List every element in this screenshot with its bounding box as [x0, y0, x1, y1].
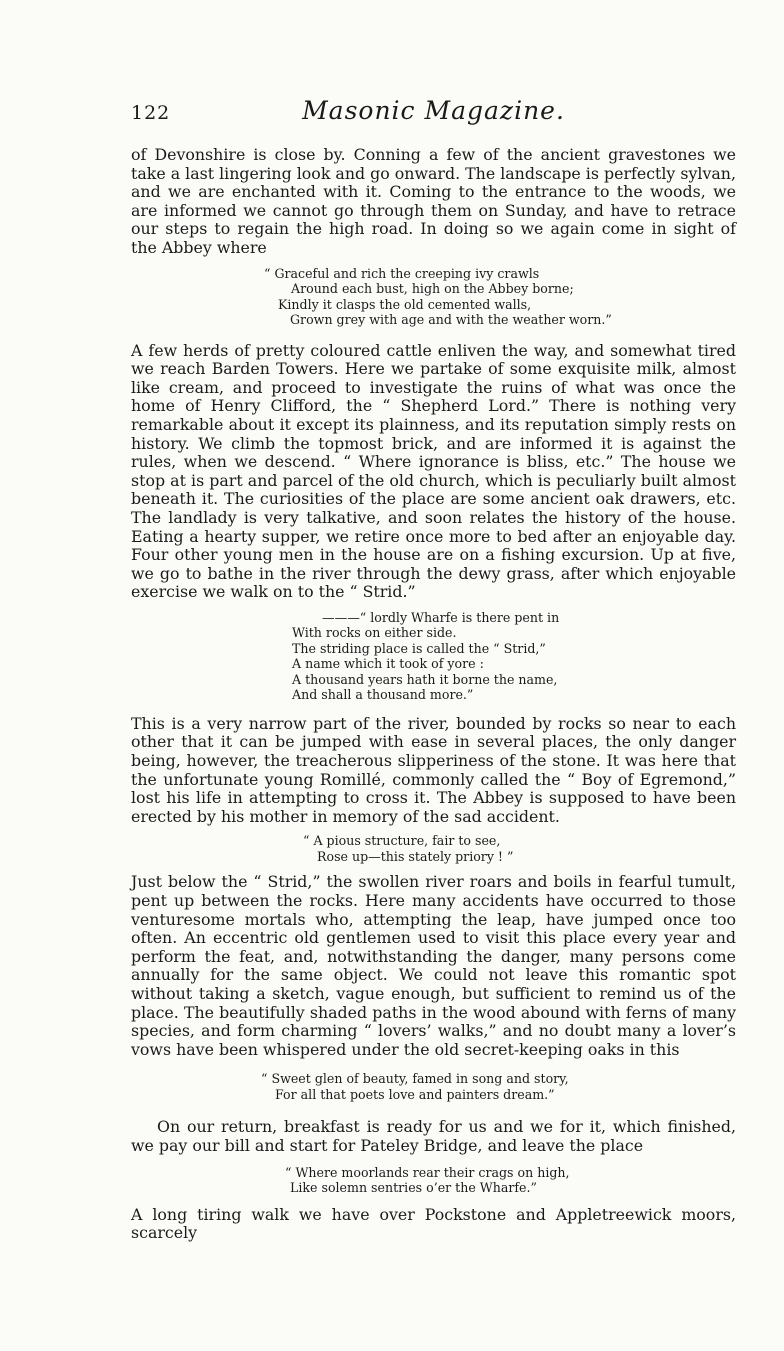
article-body	[131, 146, 736, 1243]
verse-line: “ Graceful and rich the creeping ivy crawls	[264, 265, 540, 281]
running-head-title: Masonic Magazine.	[302, 96, 565, 125]
verse-quote	[131, 602, 736, 715]
verse-line: A name which it took of yore :	[292, 656, 484, 672]
verse-line: “ Where moorlands rear their crags on high,	[285, 1164, 570, 1180]
verse-quote	[131, 1156, 736, 1206]
verse-line: “ Sweet glen of beauty, famed in song and story,	[261, 1071, 569, 1087]
paragraph: This is a very narrow part of the river, bounded by rocks so near to each other that it can be jumped with ease in several places, the only danger being, however, the treacherous slipperiness of the stone. It was here that the unfortunate young Romillé, commonly called the “ Boy of Egremond,” lost his life in attempting to cross it. The Abbey is supposed to have been erected by his mother in memory of the sad accident.	[131, 713, 736, 826]
verse-line: And shall a thousand more.”	[292, 687, 474, 703]
verse-line: Like solemn sentries o’er the Wharfe.”	[290, 1180, 537, 1196]
verse-line: Kindly it clasps the old cemented walls,	[278, 296, 532, 312]
verse-line: “ A pious structure, fair to see,	[303, 833, 501, 849]
verse-line: Around each bust, high on the Abbey borne;	[291, 281, 574, 297]
verse-quote	[131, 258, 736, 342]
verse-line: A thousand years hath it borne the name,	[292, 671, 558, 687]
paragraph: of Devonshire is close by. Conning a few of the ancient gravestones we take a last lingering look and go onward. The landscape is perfectly sylvan, and we are enchanted with it. Coming to the entrance to the woods, we are informed we cannot go through them on Sunday, and have to retrace our steps to regain the high road. In doing so we again come in sight of the Abbey where	[131, 145, 737, 257]
paragraph: A few herds of pretty coloured cattle enliven the way, and somewhat tired we reach Barden Towers. Here we partake of some exquisite milk, almost like cream, and proceed to investigate the ruins of what was once the home of Henry Clifford, the “ Shepherd Lord.” There is nothing very remarkable about it except its plainness, and its reputation simply rests on history. We climb the topmost brick, and are informed it is against the rules, when we descend. “ Where ignorance is bliss, etc.” The house we stop at is part and parcel of the old church, which is peculiarly built almost beneath it. The curiosities of the place are some ancient oak drawers, etc. The landlady is very talkative, and soon relates the history of the house. Eating a hearty supper, we retire once more to bed after an enjoyable day. Four other young men in the house are on a fishing excursion. Up at five, we go to bathe in the river through the dewy grass, after which enjoyable exercise we walk on to the “ Strid.”	[131, 340, 736, 602]
paragraph: A long tiring walk we have over Pockstone and Appletreewick moors, scarcely	[131, 1204, 736, 1243]
verse-line: With rocks on either side.	[292, 625, 457, 641]
verse-quote	[131, 826, 736, 873]
paragraph: On our return, breakfast is ready for us and we for it, which finished, we pay our bill and start for Pateley Bridge, and leave the place	[131, 1117, 736, 1155]
verse-line: Rose up—this stately priory ! ”	[317, 848, 514, 864]
page-header	[131, 96, 736, 130]
page-number: 122	[131, 102, 171, 124]
verse-quote	[131, 1059, 736, 1118]
verse-line: The striding place is called the “ Strid,”	[292, 640, 546, 656]
paragraph: Just below the “ Strid,” the swollen river roars and boils in fearful tumult, pent up between the rocks. Here many accidents have occurred to those venturesome mortals who, attempting the leap, have jumped once too often. An eccentric old gentlemen used to visit this place every year and perform the feat, and, notwithstanding the danger, many persons come annually for the same object. We could not leave this romantic spot without taking a sketch, vague enough, but sufficient to remind us of the place. The beautifully shaded paths in the wood abound with ferns of many species, and form charming “ lovers’ walks,” and no doubt many a lover’s vows have been whispered under the old secret-keeping oaks in this	[131, 872, 736, 1059]
verse-line: For all that poets love and painters dream.”	[275, 1086, 555, 1102]
verse-line: ———“ lordly Wharfe is there pent in	[322, 609, 560, 625]
verse-line: Grown grey with age and with the weather worn.”	[290, 312, 612, 328]
